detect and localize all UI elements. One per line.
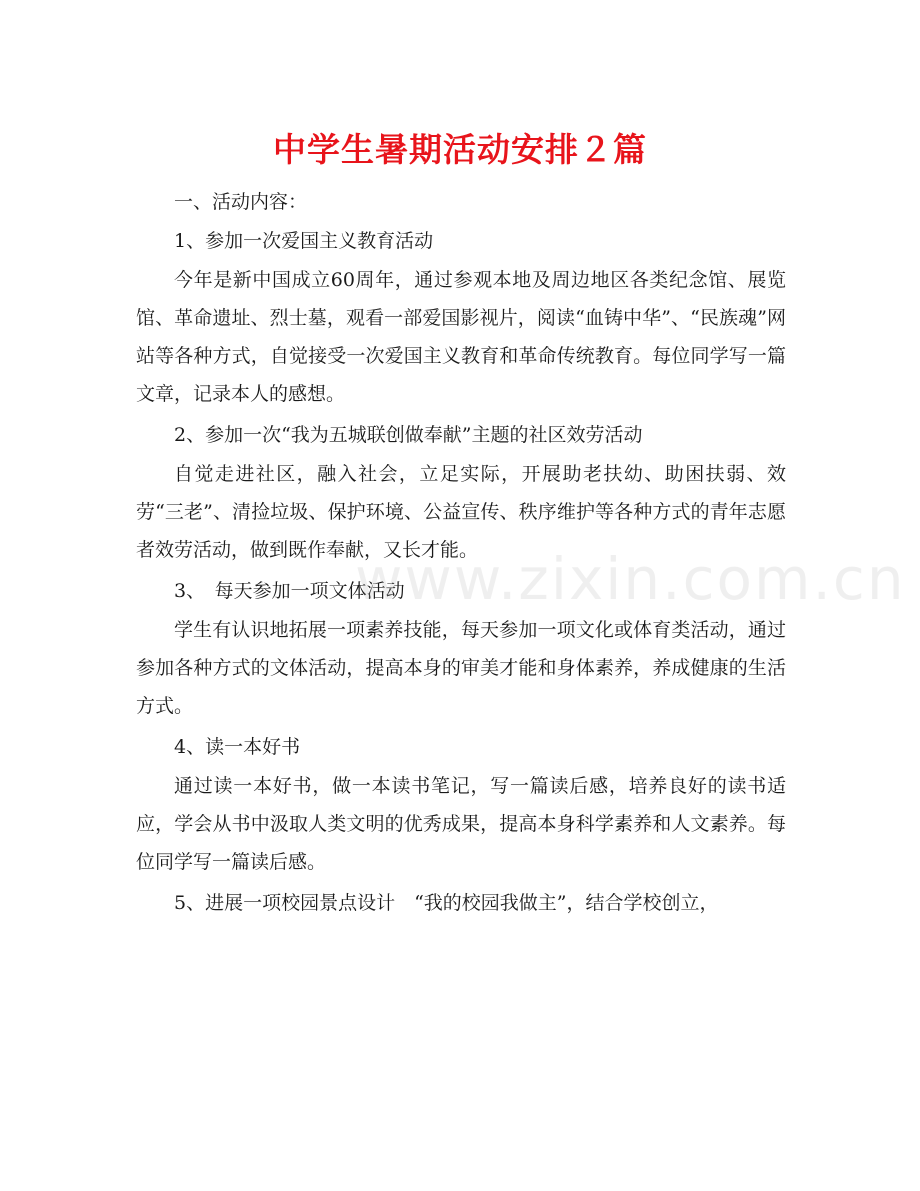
item-heading-2: 2、参加一次“我为五城联创做奉献”主题的社区效劳活动 (174, 424, 643, 446)
item-body-2: 自觉走进社区，融入社会，立足实际，开展助老扶幼、助困扶弱、效劳“三老”、清捡垃圾、保护环境、公益宣传、秩序维护等各种方式的青年志愿者效劳活动，做到既作奉献，又长才能。 (136, 463, 786, 561)
item-heading-3: 3、 每天参加一项文体活动 (174, 580, 405, 602)
item-body-4: 通过读一本好书，做一本读书笔记，写一篇读后感，培养良好的读书适应，学会从书中汲取人类文明的优秀成果，提高本身科学素养和人文素养。每位同学写一篇读后感。 (136, 775, 786, 873)
item-heading-5: 5、进展一项校园景点设计 “我的校园我做主”，结合学校创立， (174, 892, 719, 914)
document-title: 中学生暑期活动安排２篇 (273, 130, 647, 169)
item-heading-1: 1、参加一次爱国主义教育活动 (174, 230, 434, 252)
item-heading-4: 4、读一本好书 (174, 736, 301, 758)
site-watermark: www.zixin.com.cn (355, 545, 906, 613)
document-body (136, 183, 786, 922)
section-heading-activities: 一、活动内容： (174, 191, 308, 213)
item-body-1: 今年是新中国成立60周年，通过参观本地及周边地区各类纪念馆、展览馆、革命遗址、烈士墓，观看一部爱国影视片，阅读“血铸中华”、“民族魂”网站等各种方式，自觉接受一次爱国主义教育和革命传统教育。每位同学写一篇文章，记录本人的感想。 (136, 269, 786, 405)
item-body-3: 学生有认识地拓展一项素养技能，每天参加一项文化或体育类活动，通过参加各种方式的文体活动，提高本身的审美才能和身体素养，养成健康的生活方式。 (136, 619, 786, 717)
